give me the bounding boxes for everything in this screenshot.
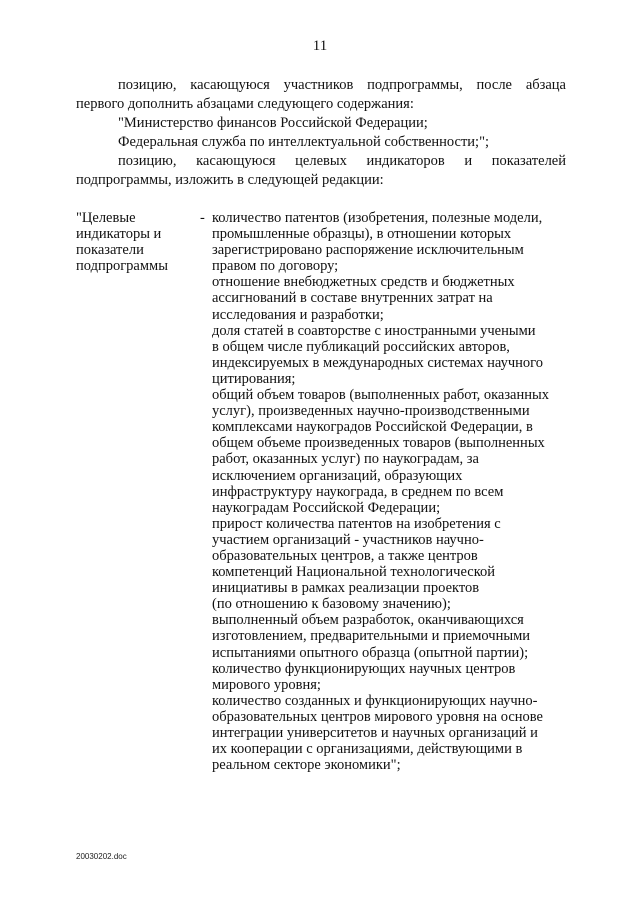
value-line: испытаниями опытного образца (опытной партии); bbox=[212, 644, 529, 661]
passport-label bbox=[76, 210, 200, 773]
value-line: количество функционирующих научных центров bbox=[212, 660, 516, 677]
value-line: индексируемых в международных системах научного bbox=[212, 354, 543, 371]
value-line: исследования и разработки; bbox=[212, 306, 384, 323]
value-line: их кооперации с организациями, действующими в bbox=[212, 741, 523, 758]
value-line: зарегистрировано распоряжение исключительным bbox=[212, 242, 524, 259]
passport-value bbox=[212, 210, 566, 773]
value-line: образовательных центров мирового уровня на основе bbox=[212, 708, 543, 725]
value-line: промышленные образцы), в отношении которых bbox=[212, 226, 512, 243]
value-line: общий объем товаров (выполненных работ, оказанных bbox=[212, 387, 550, 404]
value-line: инфраструктуру наукограда, в среднем по всем bbox=[212, 483, 504, 500]
intro-paragraph-2: "Министерство финансов Российской Федерации; bbox=[118, 115, 428, 131]
footer-filename: 20030202.doc bbox=[76, 852, 127, 861]
value-line: (по отношению к базовому значению); bbox=[212, 596, 451, 613]
value-line: в общем числе публикаций российских авторов, bbox=[212, 338, 510, 355]
intro-text bbox=[76, 76, 566, 190]
value-line: общем объеме произведенных товаров (выполненных bbox=[212, 435, 545, 452]
value-line: количество патентов (изобретения, полезные модели, bbox=[212, 210, 543, 226]
value-line: комплексами наукоградов Российской Федерации, в bbox=[212, 419, 533, 436]
value-line: прирост количества патентов на изобретения с bbox=[212, 515, 501, 532]
value-line: наукоградам Российской Федерации; bbox=[212, 499, 441, 516]
value-line: исключением организаций, образующих bbox=[212, 467, 463, 484]
intro-paragraph-3: Федеральная служба по интеллектуальной собственности;"; bbox=[118, 134, 490, 150]
label-line: показатели bbox=[76, 242, 144, 259]
value-line: интеграции университетов и научных организаций и bbox=[212, 725, 538, 741]
value-line: выполненный объем разработок, оканчивающихся bbox=[212, 612, 524, 629]
label-line: индикаторы и bbox=[76, 226, 162, 243]
value-line: цитирования; bbox=[212, 370, 296, 387]
value-line: ассигнований в составе внутренних затрат на bbox=[212, 290, 493, 307]
value-line: реальном секторе экономики"; bbox=[212, 757, 401, 774]
value-line: компетенций Национальной технологической bbox=[212, 564, 496, 581]
value-line: изготовлением, предварительными и приемочными bbox=[212, 628, 531, 645]
label-line: подпрограммы bbox=[76, 258, 168, 275]
value-line: инициативы в рамках реализации проектов bbox=[212, 580, 480, 597]
label-line: "Целевые bbox=[76, 210, 136, 226]
value-line: количество созданных и функционирующих научно- bbox=[212, 692, 538, 709]
value-line: правом по договору; bbox=[212, 258, 339, 275]
value-line: участием организаций - участников научно- bbox=[212, 531, 484, 548]
value-line: услуг), произведенных научно-производственными bbox=[212, 403, 530, 420]
value-line: работ, оказанных услуг) по наукоградам, за bbox=[212, 451, 479, 468]
value-line: отношение внебюджетных средств и бюджетных bbox=[212, 274, 515, 291]
page-number: 11 bbox=[312, 38, 328, 54]
value-line: доля статей в соавторстве с иностранными учеными bbox=[212, 322, 536, 339]
passport-row-targets bbox=[76, 210, 566, 773]
value-line: мирового уровня; bbox=[212, 676, 321, 693]
intro-paragraph-1-line-1: позицию, касающуюся участников подпрограммы, после абзаца bbox=[118, 77, 566, 93]
passport-table bbox=[76, 210, 566, 773]
passport-dash: - bbox=[200, 210, 205, 226]
value-line: образовательных центров, а также центров bbox=[212, 547, 478, 564]
intro-paragraph-4-line-2: подпрограммы, изложить в следующей редакции: bbox=[76, 172, 384, 188]
intro-paragraph-1-line-2: первого дополнить абзацами следующего содержания: bbox=[76, 96, 414, 112]
intro-paragraph-4-line-1: позицию, касающуюся целевых индикаторов и показателей bbox=[118, 153, 566, 169]
